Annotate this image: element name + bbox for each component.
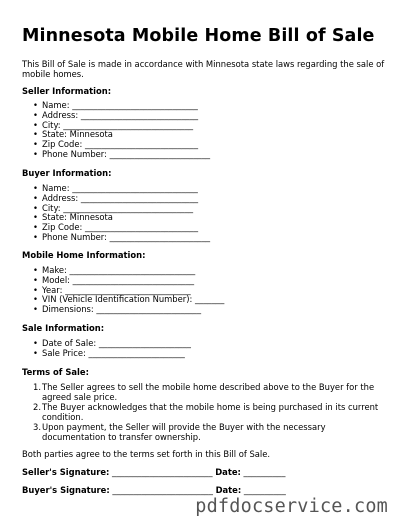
buyer-address-field: • Address: ____________________________ — [42, 194, 210, 204]
buyer-state-field: • State: Minnesota — [42, 213, 210, 223]
buyer-phone-field: • Phone Number: ________________________ — [42, 233, 210, 243]
sale-fields — [42, 339, 191, 359]
seller-address-field: • Address: ____________________________ — [42, 111, 210, 121]
term-number: 2. — [33, 402, 41, 413]
buyer-city-field: • City: _______________________________ — [42, 204, 210, 214]
mobile-home-vin-field: • VIN (Vehicle Identification Number): _______ — [42, 295, 224, 305]
watermark-text: pdfdocservice.com — [195, 496, 388, 517]
document-title: Minnesota Mobile Home Bill of Sale — [22, 26, 375, 46]
mobile-home-make-field: • Make: ______________________________ — [42, 266, 224, 276]
sale-date-field: • Date of Sale: ______________________ — [42, 339, 191, 349]
intro-paragraph: This Bill of Sale is made in accordance with Minnesota state laws regarding the sale of mobile homes. — [22, 59, 385, 79]
seller-name-field: • Name: ______________________________ — [42, 101, 210, 111]
term-text: Upon payment, the Seller will provide the Buyer with the necessary documentation to transfer ownership. — [42, 422, 326, 443]
buyer-zip-field: • Zip Code: ___________________________ — [42, 223, 210, 233]
seller-signature-line — [22, 467, 285, 477]
buyer-signature-label: Buyer's Signature: — [22, 485, 110, 495]
seller-fields — [42, 101, 210, 160]
agreement-statement: Both parties agree to the terms set forth in this Bill of Sale. — [22, 449, 271, 459]
seller-phone-field: • Phone Number: ________________________ — [42, 150, 210, 160]
mobile-home-heading: Mobile Home Information: — [22, 250, 146, 260]
buyer-signature-line — [22, 485, 286, 495]
seller-zip-field: • Zip Code: ___________________________ — [42, 140, 210, 150]
seller-signature-blank: ________________________ — [112, 467, 213, 477]
seller-state-field: • State: Minnesota — [42, 130, 210, 140]
terms-heading: Terms of Sale: — [22, 367, 89, 377]
sale-price-field: • Sale Price: _______________________ — [42, 349, 191, 359]
seller-date-label: Date: — [215, 467, 241, 477]
mobile-home-dimensions-field: • Dimensions: _________________________ — [42, 305, 224, 315]
term-text: The Buyer acknowledges that the mobile home is being purchased in its current condition. — [42, 402, 379, 422]
terms-list — [33, 382, 390, 444]
term-number: 1. — [33, 382, 41, 392]
buyer-signature-blank: ________________________ — [112, 485, 213, 495]
mobile-home-model-field: • Model: _____________________________ — [42, 276, 224, 286]
term-number: 3. — [33, 422, 41, 433]
seller-signature-label: Seller's Signature: — [22, 467, 110, 477]
buyer-heading: Buyer Information: — [22, 168, 112, 178]
seller-date-blank: __________ — [243, 467, 286, 477]
seller-city-field: • City: _______________________________ — [42, 121, 210, 131]
term-text: The Seller agrees to sell the mobile home described above to the Buyer for the agreed sale price. — [42, 382, 375, 402]
buyer-fields — [42, 184, 210, 243]
term-item — [33, 382, 390, 403]
term-item — [33, 422, 390, 443]
buyer-name-field: • Name: ______________________________ — [42, 184, 210, 194]
term-item — [33, 402, 390, 423]
seller-heading: Seller Information: — [22, 86, 112, 96]
buyer-date-label: Date: — [215, 485, 242, 495]
mobile-home-fields — [42, 266, 224, 315]
mobile-home-year-field: • Year: ______________________________ — [42, 286, 224, 296]
sale-heading: Sale Information: — [22, 323, 105, 333]
buyer-date-blank: __________ — [243, 485, 286, 495]
